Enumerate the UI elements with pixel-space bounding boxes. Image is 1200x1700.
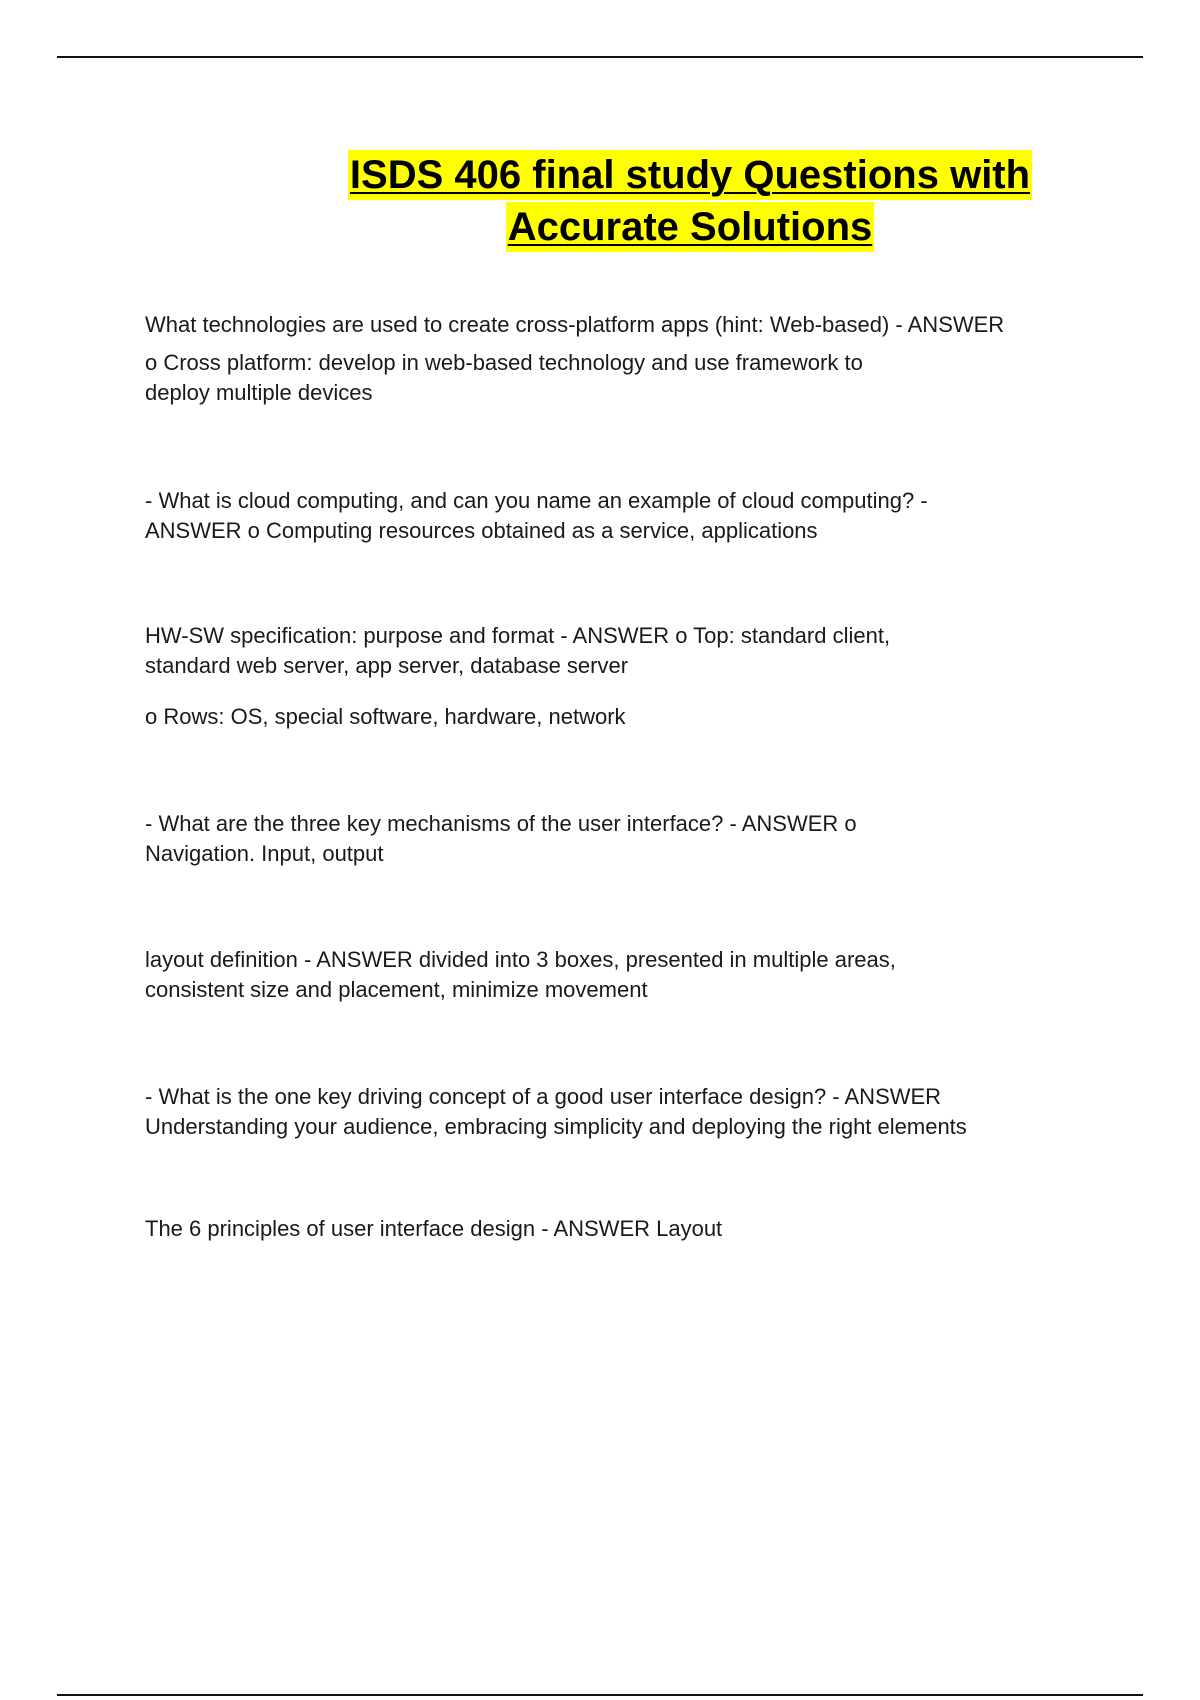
question-paragraph — [145, 945, 1095, 1005]
document-title — [300, 150, 1080, 254]
text-line: - What is the one key driving concept of a good user interface design? - ANSWER — [145, 1084, 942, 1109]
question-paragraph — [145, 486, 1095, 546]
text-line: What technologies are used to create cross-platform apps (hint: Web-based) - ANSWER — [145, 312, 1005, 337]
text-line: Navigation. Input, output — [145, 841, 384, 866]
question-paragraph — [145, 1214, 1095, 1244]
question-paragraph — [145, 1082, 1095, 1142]
title-line-2: Accurate Solutions — [506, 202, 875, 252]
question-paragraph — [145, 809, 1095, 869]
text-line: HW-SW specification: purpose and format - ANSWER o Top: standard client, — [145, 623, 891, 648]
text-line: - What is cloud computing, and can you name an example of cloud computing? - — [145, 488, 928, 513]
text-line: ANSWER o Computing resources obtained as a service, applications — [145, 518, 818, 543]
text-line: deploy multiple devices — [145, 380, 373, 405]
question-paragraph — [145, 621, 1095, 681]
text-line: consistent size and placement, minimize movement — [145, 977, 648, 1002]
text-line: layout definition - ANSWER divided into 3 boxes, presented in multiple areas, — [145, 947, 896, 972]
text-line: o Rows: OS, special software, hardware, network — [145, 704, 626, 729]
answer-paragraph — [145, 348, 1095, 408]
text-line: The 6 principles of user interface design - ANSWER Layout — [145, 1216, 723, 1241]
text-line: - What are the three key mechanisms of the user interface? - ANSWER o — [145, 811, 857, 836]
title-line-1: ISDS 406 final study Questions with — [348, 150, 1032, 200]
text-line: Understanding your audience, embracing simplicity and deploying the right elements — [145, 1114, 967, 1139]
question-paragraph — [145, 310, 1095, 340]
bottom-rule — [57, 1694, 1143, 1696]
answer-paragraph — [145, 702, 1095, 732]
text-line: o Cross platform: develop in web-based technology and use framework to — [145, 350, 863, 375]
top-rule — [57, 56, 1143, 58]
text-line: standard web server, app server, database server — [145, 653, 629, 678]
